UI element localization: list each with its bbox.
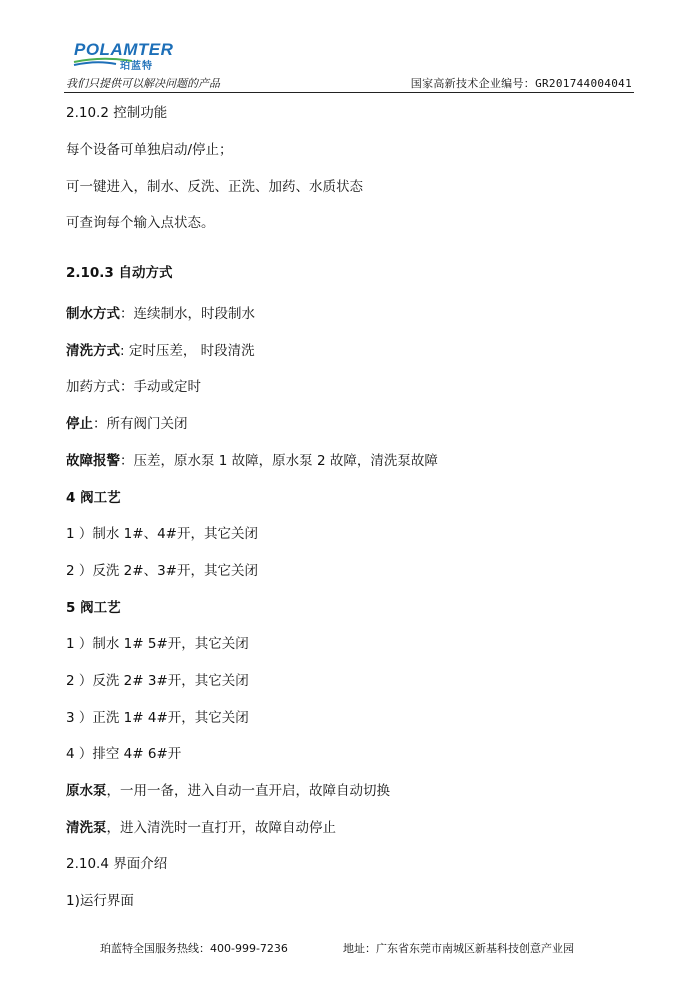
list-item: 2 ）反洗 2# 3#开，其它关闭 [66,673,249,689]
logo-subtext: 珀蓝特 [120,61,153,72]
section-2-10-3-title: 2.10.3 自动方式 [66,265,173,281]
list-item: 4 ）排空 4# 6#开 [66,746,182,762]
paragraph: 可一键进入，制水、反洗、正洗、加药、水质状态 [66,179,363,195]
water-mode-text: ：连续制水，时段制水 [120,306,255,322]
list-item: 2 ）反洗 2#、3#开，其它关闭 [66,563,258,579]
raw-pump-label: 原水泵 [66,783,107,799]
paragraph: 可查询每个输入点状态。 [66,215,215,231]
clean-pump-text: ，进入清洗时一直打开，故障自动停止 [106,820,336,836]
stop-label: 停止 [66,416,93,432]
section-2-10-2-title: 2.10.2 控制功能 [66,105,168,121]
company-slogan: 我们只提供可以解决问题的产品 [66,77,220,90]
paragraph: 每个设备可单独启动/停止； [66,142,233,158]
section-2-10-4-title: 2.10.4 界面介绍 [66,856,168,872]
clean-mode-label: 清洗方式 [66,343,120,359]
list-item: 1 ）制水 1#、4#开，其它关闭 [66,526,258,542]
footer-address: 地址：广东省东莞市南城区新基科技创意产业园 [343,942,574,955]
valve-4-title: 4 阀工艺 [66,490,121,506]
certificate-number: 国家高新技术企业编号：GR201744004041 [410,77,632,90]
paragraph-stop [66,415,188,433]
footer-hotline: 珀蓝特全国服务热线：400-999-7236 [100,942,288,955]
clean-mode-text: : 定时压差， 时段清洗 [120,343,255,359]
header-divider [64,92,634,93]
alarm-text: ：压差，原水泵 1 故障，原水泵 2 故障，清洗泵故障 [120,453,438,469]
paragraph: 1)运行界面 [66,893,134,909]
paragraph-clean-mode [66,342,255,360]
paragraph-dosing-mode: 加药方式：手动或定时 [66,379,201,395]
logo-text: POLAMTER [74,40,174,59]
raw-pump-text: ，一用一备，进入自动一直开启，故障自动切换 [106,783,390,799]
paragraph-alarm [66,452,438,470]
valve-5-title: 5 阀工艺 [66,600,121,616]
water-mode-label: 制水方式 [66,306,120,322]
clean-pump-label: 清洗泵 [66,820,107,836]
list-item: 3 ）正洗 1# 4#开，其它关闭 [66,710,249,726]
paragraph-raw-pump [66,782,390,800]
list-item: 1 ）制水 1# 5#开，其它关闭 [66,636,249,652]
paragraph-clean-pump [66,819,336,837]
stop-text: ：所有阀门关闭 [93,416,188,432]
paragraph-water-mode [66,305,255,323]
alarm-label: 故障报警 [66,453,120,469]
company-logo [72,40,182,70]
